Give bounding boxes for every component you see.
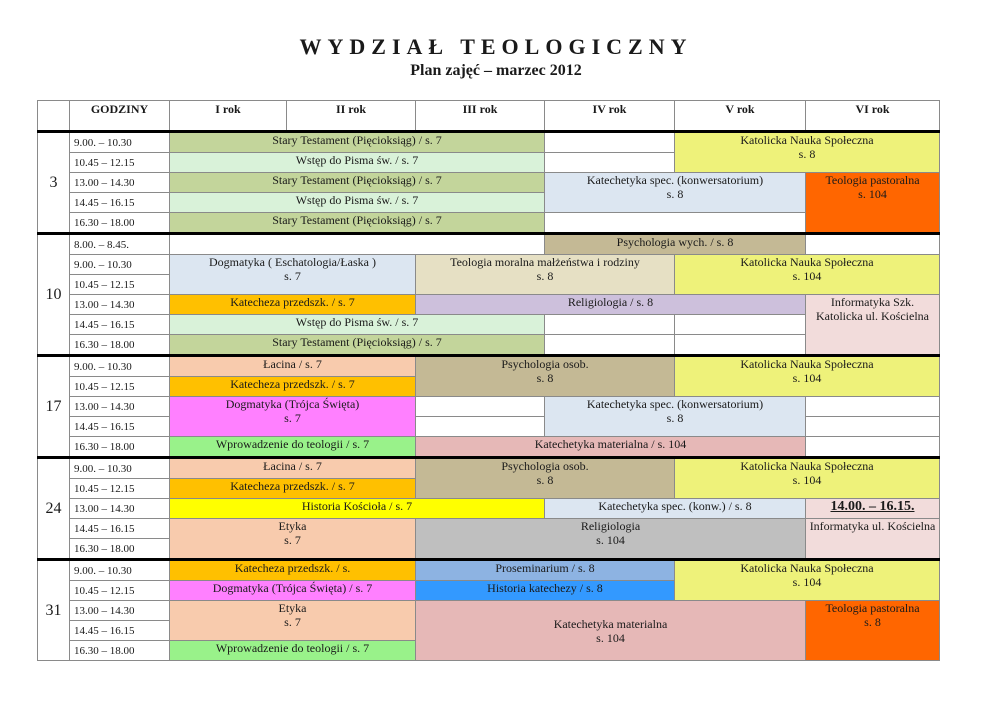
class-cell: Stary Testament (Pięcioksiąg) / s. 7 [170,132,545,153]
header-year-2: II rok [287,101,416,132]
class-cell: Katecheza przedszk. / s. [170,560,416,581]
header-year-3: III rok [416,101,545,132]
class-cell: Katecheza przedszk. / s. 7 [170,377,416,397]
class-cell: 14.00. – 16.15. [806,499,940,519]
class-cell: Teologia pastoralna s. 8 [806,601,940,661]
time-cell: 13.00 – 14.30 [70,295,170,315]
time-cell: 8.00. – 8.45. [70,234,170,255]
empty-cell [806,234,940,255]
empty-cell [806,437,940,458]
table-row [38,132,940,153]
class-cell: Etyka s. 7 [170,601,416,641]
day-label: 3 [38,132,70,234]
table-row [38,356,940,377]
class-cell: Katolicka Nauka Społeczna s. 8 [675,132,940,173]
time-cell: 16.30 – 18.00 [70,641,170,661]
class-cell: Katolicka Nauka Społeczna s. 104 [675,255,940,295]
table-row [38,519,940,539]
table-row [38,397,940,417]
time-cell: 13.00 – 14.30 [70,173,170,193]
class-cell: Informatyka ul. Kościelna [806,519,940,560]
header-row [38,101,940,132]
time-cell: 14.45 – 16.15 [70,621,170,641]
class-cell: Wstęp do Pisma św. / s. 7 [170,315,545,335]
class-cell: Katecheza przedszk. / s. 7 [170,479,416,499]
class-cell: Katolicka Nauka Społeczna s. 104 [675,560,940,601]
class-cell: Wstęp do Pisma św. / s. 7 [170,193,545,213]
empty-cell [545,315,675,335]
time-cell: 9.00. – 10.30 [70,356,170,377]
time-cell: 9.00. – 10.30 [70,255,170,275]
time-cell: 9.00. – 10.30 [70,458,170,479]
class-cell: Katolicka Nauka Społeczna s. 104 [675,356,940,397]
empty-cell [806,397,940,417]
time-cell: 14.45 – 16.15 [70,519,170,539]
class-cell: Katechetyka materialna / s. 104 [416,437,806,458]
class-cell: Łacina / s. 7 [170,356,416,377]
table-row [38,499,940,519]
time-cell: 16.30 – 18.00 [70,539,170,560]
empty-cell [545,132,675,153]
table-row [38,315,940,335]
time-cell: 10.45 – 12.15 [70,153,170,173]
empty-cell [545,335,675,356]
empty-cell [675,315,806,335]
table-row [38,437,940,458]
time-cell: 10.45 – 12.15 [70,275,170,295]
class-cell: Religiologia / s. 8 [416,295,806,315]
class-cell: Dogmatyka (Trójca Święta) s. 7 [170,397,416,437]
class-cell: Psychologia osob. s. 8 [416,356,675,397]
table-row [38,458,940,479]
class-cell: Historia katechezy / s. 8 [416,581,675,601]
time-cell: 13.00 – 14.30 [70,397,170,417]
class-cell: Psychologia wych. / s. 8 [545,234,806,255]
header-year-5: V rok [675,101,806,132]
class-cell: Dogmatyka (Trójca Święta) / s. 7 [170,581,416,601]
header-hours: GODZINY [70,101,170,132]
class-cell: Katecheza przedszk. / s. 7 [170,295,416,315]
class-cell: Dogmatyka ( Eschatologia/Łaska ) s. 7 [170,255,416,295]
page-subtitle: Plan zajęć – marzec 2012 [410,62,582,79]
time-cell: 10.45 – 12.15 [70,581,170,601]
header-year-1: I rok [170,101,287,132]
time-cell: 14.45 – 16.15 [70,315,170,335]
empty-cell [170,234,545,255]
class-cell: Katechetyka materialna s. 104 [416,601,806,661]
time-cell: 10.45 – 12.15 [70,377,170,397]
table-row [38,213,940,234]
class-cell: Wstęp do Pisma św. / s. 7 [170,153,545,173]
class-cell: Katolicka Nauka Społeczna s. 104 [675,458,940,499]
class-cell: Stary Testament (Pięcioksiąg) / s. 7 [170,335,545,356]
class-cell: Teologia pastoralna s. 104 [806,173,940,234]
time-cell: 16.30 – 18.00 [70,335,170,356]
class-cell: Informatyka Szk. Katolicka ul. Kościelna [806,295,940,356]
header-year-4: IV rok [545,101,675,132]
class-cell: Teologia moralna małżeństwa i rodziny s. 8 [416,255,675,295]
day-label: 10 [38,234,70,356]
page-title: WYDZIAŁ TEOLOGICZNY [299,34,693,59]
schedule-table [37,100,940,661]
table-row [38,295,940,315]
table-row [38,560,940,581]
time-cell: 10.45 – 12.15 [70,479,170,499]
time-cell: 14.45 – 16.15 [70,417,170,437]
empty-cell [806,417,940,437]
empty-cell [675,335,806,356]
empty-cell [545,213,806,234]
empty-cell [416,397,545,417]
class-cell: Psychologia osob. s. 8 [416,458,675,499]
day-label: 17 [38,356,70,458]
class-cell: Religiologia s. 104 [416,519,806,560]
empty-cell [545,153,675,173]
table-row [38,234,940,255]
class-cell: Katechetyka spec. (konwersatorium) s. 8 [545,397,806,437]
table-row [38,601,940,621]
header-day [38,101,70,132]
day-label: 31 [38,560,70,661]
day-label: 24 [38,458,70,560]
class-cell: Łacina / s. 7 [170,458,416,479]
time-cell: 9.00. – 10.30 [70,560,170,581]
class-cell: Wprowadzenie do teologii / s. 7 [170,437,416,458]
class-cell: Katechetyka spec. (konwersatorium) s. 8 [545,173,806,213]
time-cell: 13.00 – 14.30 [70,499,170,519]
class-cell: Historia Kościoła / s. 7 [170,499,545,519]
class-cell: Stary Testament (Pięcioksiąg) / s. 7 [170,213,545,234]
class-cell: Proseminarium / s. 8 [416,560,675,581]
table-row [38,335,940,356]
header-year-6: VI rok [806,101,940,132]
time-cell: 9.00. – 10.30 [70,132,170,153]
class-cell: Wprowadzenie do teologii / s. 7 [170,641,416,661]
empty-cell [416,417,545,437]
class-cell: Stary Testament (Pięcioksiąg) / s. 7 [170,173,545,193]
class-cell: Katechetyka spec. (konw.) / s. 8 [545,499,806,519]
table-row [38,173,940,193]
time-cell: 16.30 – 18.00 [70,437,170,458]
class-cell: Etyka s. 7 [170,519,416,560]
time-cell: 16.30 – 18.00 [70,213,170,234]
time-cell: 13.00 – 14.30 [70,601,170,621]
time-cell: 14.45 – 16.15 [70,193,170,213]
table-row [38,255,940,275]
